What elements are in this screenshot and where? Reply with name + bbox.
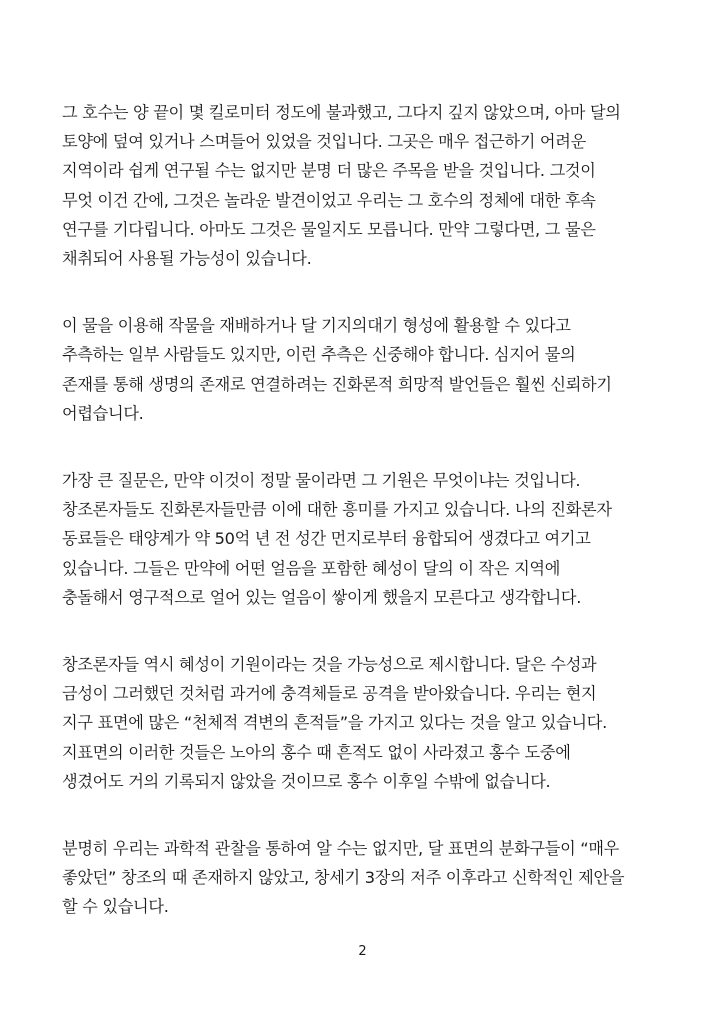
text-line: 토양에 덮여 있거나 스며들어 있었을 것입니다. 그곳은 매우 접근하기 어려운 xyxy=(62,132,586,152)
paragraph-4 xyxy=(62,650,682,796)
text-line: 어렵습니다. xyxy=(62,403,144,423)
text-line: 창조론자들도 진화론자들만큼 이에 대한 흥미를 가지고 있습니다. 나의 진화론자 xyxy=(62,500,612,520)
text-line: 금성이 그러했던 것처럼 과거에 충격체들로 공격을 받아왔습니다. 우리는 현지 xyxy=(62,684,597,704)
paragraph-2 xyxy=(62,311,682,428)
paragraph-3 xyxy=(62,466,682,612)
text-line: 있습니다. 그들은 만약에 어떤 얼음을 포함한 혜성이 달의 이 작은 지역에 xyxy=(62,558,561,578)
text-line: 좋았던” 창조의 때 존재하지 않았고, 창세기 3장의 저주 이후라고 신학적인 제안을 xyxy=(62,868,625,888)
text-line: 지구 표면에 많은 “천체적 격변의 흔적들”을 가지고 있다는 것을 알고 있습니다. xyxy=(62,713,607,733)
text-line: 채취되어 사용될 가능성이 있습니다. xyxy=(62,249,312,269)
text-line: 가장 큰 질문은, 만약 이것이 정말 물이라면 그 기원은 무엇이냐는 것입니다. xyxy=(62,471,581,491)
text-line: 생겼어도 거의 기록되지 않았을 것이므로 홍수 이후일 수밖에 없습니다. xyxy=(62,771,551,791)
text-line: 존재를 통해 생명의 존재로 연결하려는 진화론적 희망적 발언들은 훨씬 신뢰하기 xyxy=(62,374,612,394)
text-line: 할 수 있습니다. xyxy=(62,897,169,917)
text-line: 이 물을 이용해 작물을 재배하거나 달 기지의대기 형성에 활용할 수 있다고 xyxy=(62,316,571,336)
text-line: 동료들은 태양계가 약 50억 년 전 성간 먼지로부터 융합되어 생겼다고 여기고 xyxy=(62,529,591,549)
text-line: 그 호수는 양 끝이 몇 킬로미터 정도에 불과했고, 그다지 깊지 않았으며, 아마 달의 xyxy=(62,103,621,122)
text-line: 지표면의 이러한 것들은 노아의 홍수 때 흔적도 없이 사라졌고 홍수 도중에 xyxy=(62,742,571,762)
text-line: 연구를 기다립니다. 아마도 그것은 물일지도 모릅니다. 만약 그렇다면, 그 물은 xyxy=(62,219,596,239)
text-line: 창조론자들 역시 혜성이 기원이라는 것을 가능성으로 제시합니다. 달은 수성과 xyxy=(62,655,597,675)
text-line: 분명히 우리는 과학적 관찰을 통하여 알 수는 없지만, 달 표면의 분화구들이 “매우 xyxy=(62,839,620,859)
text-line: 무엇 이건 간에, 그것은 놀라운 발견이었고 우리는 그 호수의 정체에 대한 후속 xyxy=(62,190,596,210)
page-number: 2 xyxy=(358,944,367,959)
paragraph-1 xyxy=(62,98,682,273)
document-body xyxy=(62,98,682,960)
text-line: 지역이라 쉽게 연구될 수는 없지만 분명 더 많은 주목을 받을 것입니다. 그것이 xyxy=(62,161,596,181)
text-line: 추측하는 일부 사람들도 있지만, 이런 추측은 신중해야 합니다. 심지어 물의 xyxy=(62,345,576,365)
text-line: 충돌해서 영구적으로 얼어 있는 얼음이 쌓이게 했을지 모른다고 생각합니다. xyxy=(62,587,582,607)
paragraph-5 xyxy=(62,834,682,922)
